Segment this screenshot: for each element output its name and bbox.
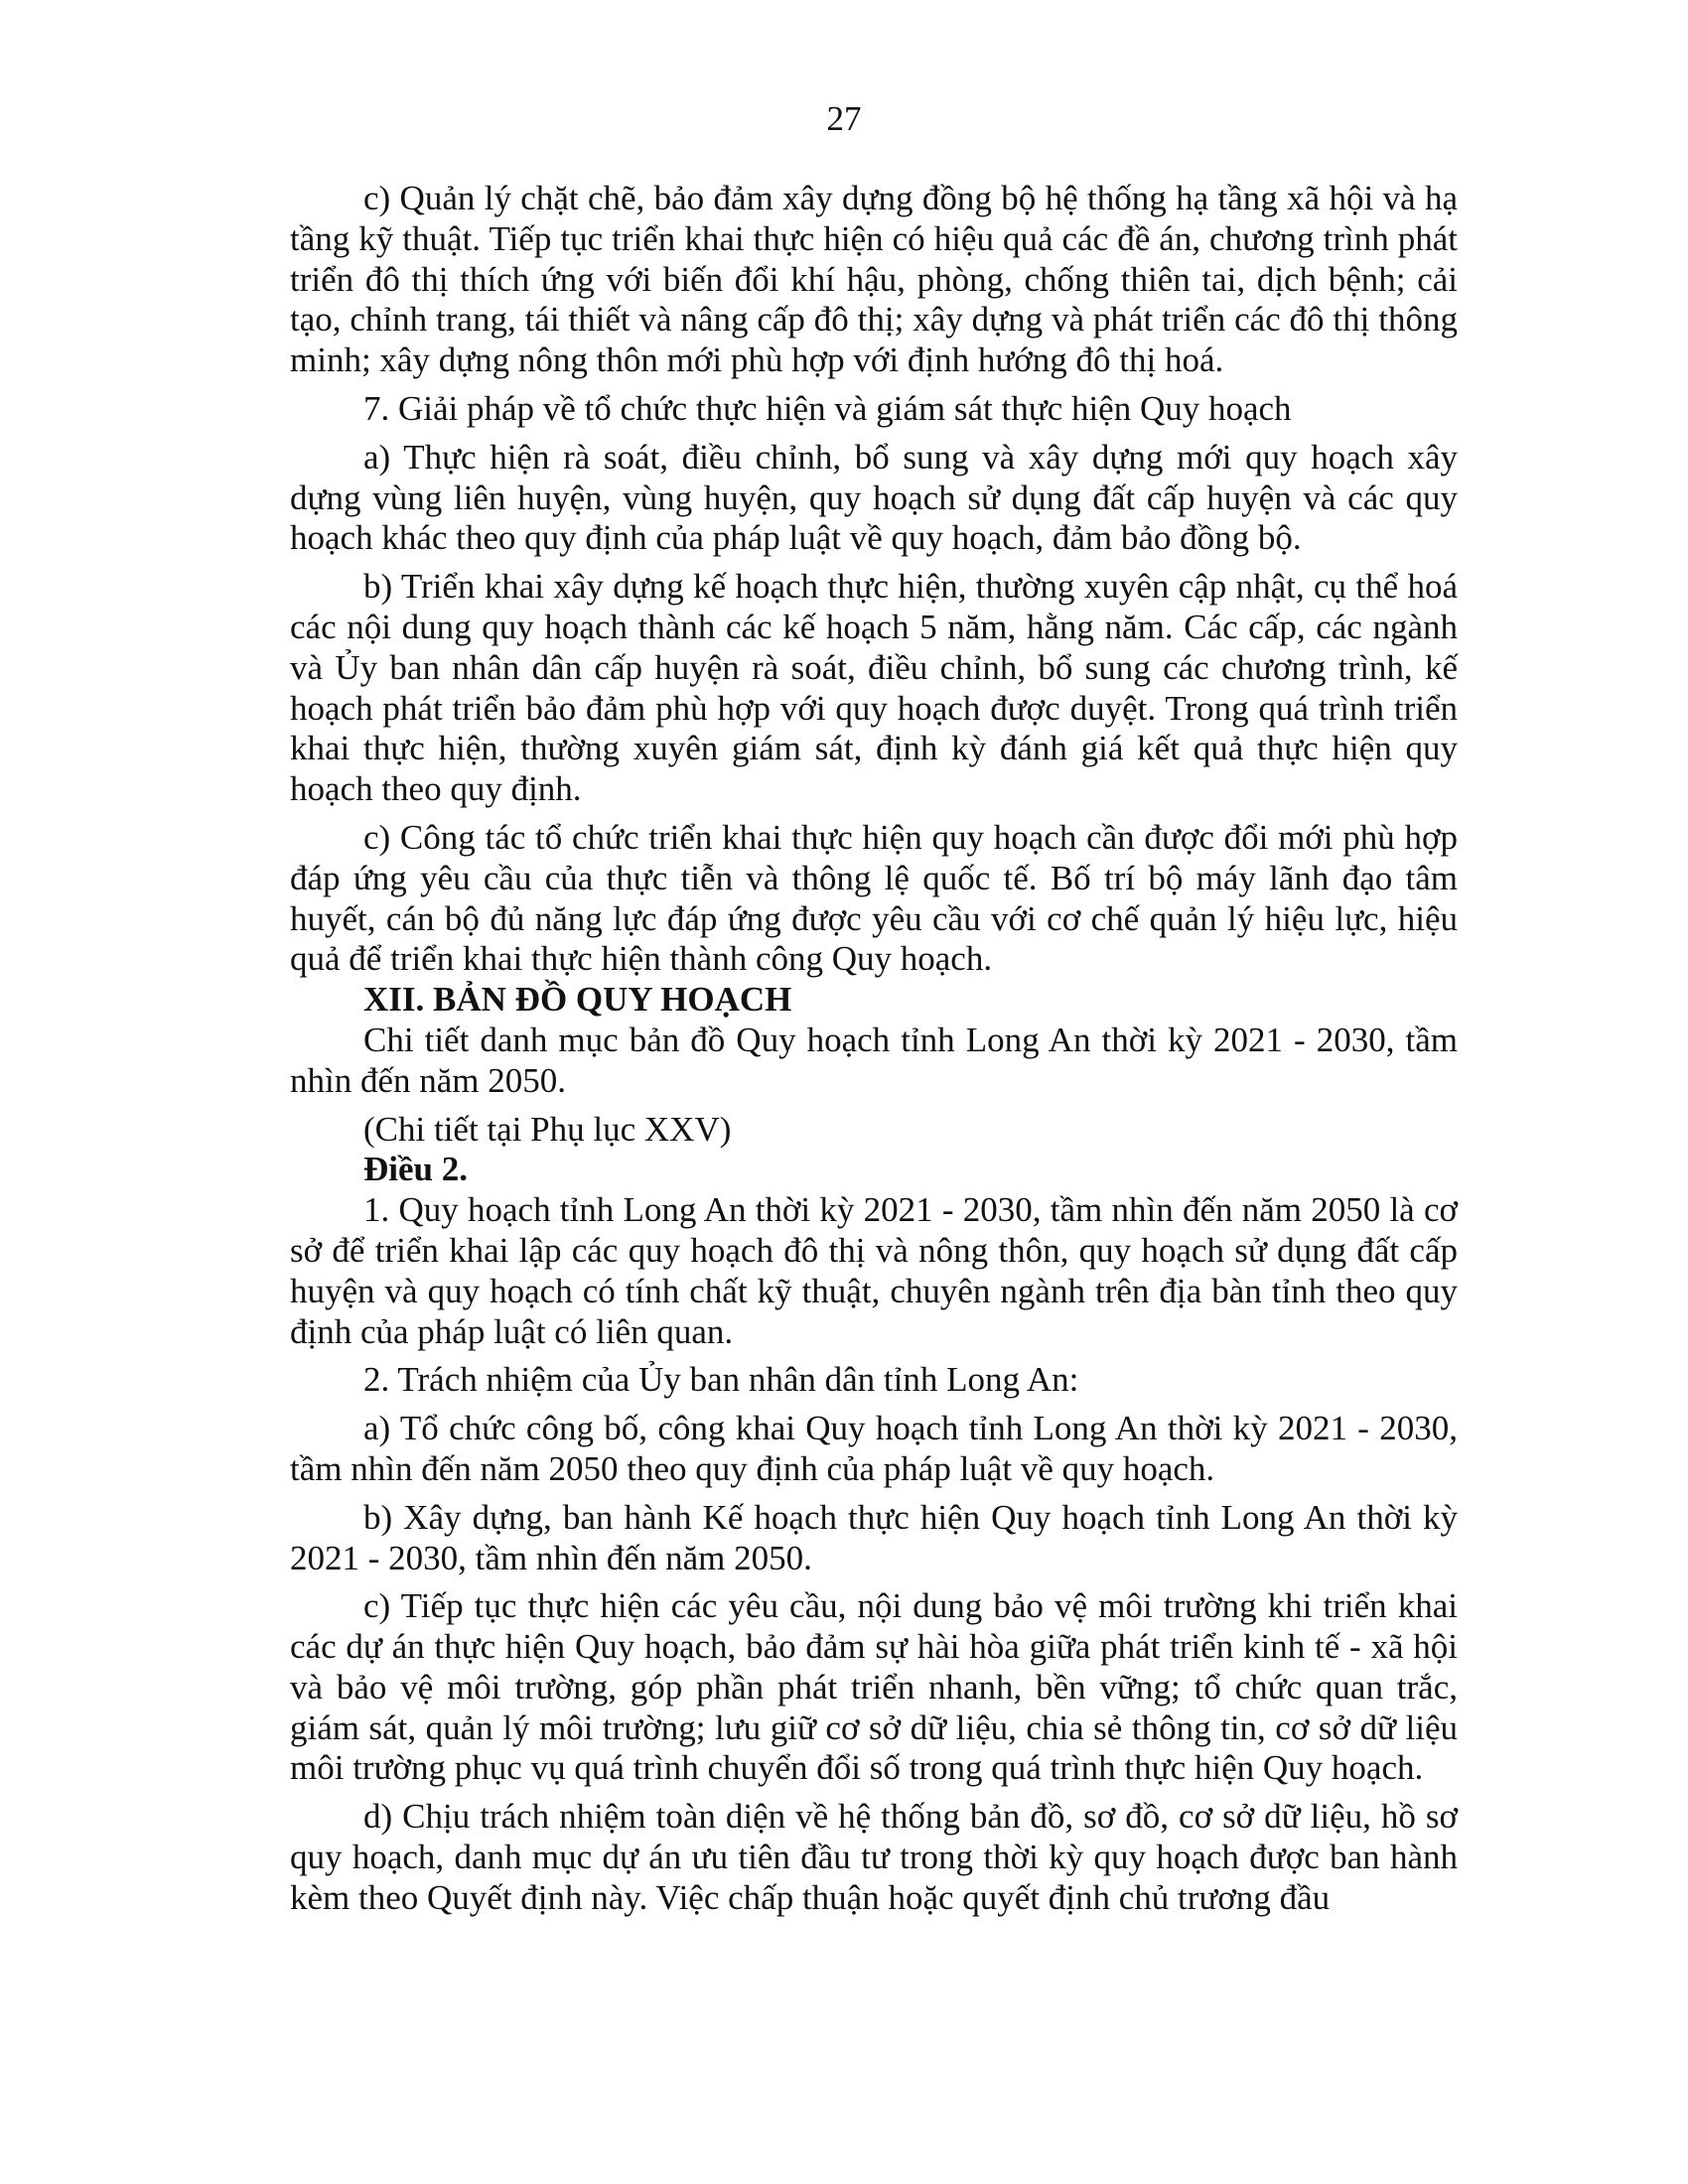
document-body: [290, 179, 1458, 1919]
paragraph-appendix-ref: (Chi tiết tại Phụ lục XXV): [363, 1109, 732, 1149]
article-2-heading: Điều 2.: [363, 1150, 468, 1189]
paragraph-article-2-2a: a) Tổ chức công bố, công khai Quy hoạch tỉnh Long An thời kỳ 2021 - 2030, tầm nhìn đến năm 2050 theo quy định của pháp luật về quy hoạch.: [290, 1409, 1458, 1488]
paragraph-solution-7: 7. Giải pháp về tổ chức thực hiện và giám sát thực hiện Quy hoạch: [363, 388, 1292, 428]
paragraph-article-2-2: 2. Trách nhiệm của Ủy ban nhân dân tỉnh Long An:: [363, 1360, 1079, 1400]
paragraph-article-2-2d: d) Chịu trách nhiệm toàn diện về hệ thống bản đồ, sơ đồ, cơ sở dữ liệu, hồ sơ quy hoạch, danh mục dự án ưu tiên đầu tư trong thời kỳ quy hoạch được ban hành kèm theo Quyết định này. Việc chấp thuận hoặc quyết định chủ trương đầu: [290, 1797, 1458, 1917]
paragraph-solution-7b: b) Triển khai xây dựng kế hoạch thực hiện, thường xuyên cập nhật, cụ thể hoá các nội dung quy hoạch thành các kế hoạch 5 năm, hằng năm. Các cấp, các ngành và Ủy ban nhân dân cấp huyện rà soát, điều chỉnh, bổ sung các chương trình, kế hoạch phát triển bảo đảm phù hợp với quy hoạch được duyệt. Trong quá trình triển khai thực hiện, thường xuyên giám sát, định kỳ đánh giá kết quả thực hiện quy hoạch theo quy định.: [290, 567, 1458, 809]
paragraph-map-list: Chi tiết danh mục bản đồ Quy hoạch tỉnh Long An thời kỳ 2021 - 2030, tầm nhìn đến năm 2050.: [290, 1020, 1458, 1100]
paragraph-article-2-1: 1. Quy hoạch tỉnh Long An thời kỳ 2021 - 2030, tầm nhìn đến năm 2050 là cơ sở để triển khai lập các quy hoạch đô thị và nông thôn, quy hoạch sử dụng đất cấp huyện và quy hoạch có tính chất kỹ thuật, chuyên ngành trên địa bàn tỉnh theo quy định của pháp luật có liên quan.: [290, 1190, 1458, 1351]
paragraph-article-2-2b: b) Xây dựng, ban hành Kế hoạch thực hiện Quy hoạch tỉnh Long An thời kỳ 2021 - 2030, tầm nhìn đến năm 2050.: [290, 1497, 1458, 1577]
paragraph-article-2-2c: c) Tiếp tục thực hiện các yêu cầu, nội dung bảo vệ môi trường khi triển khai các dự án thực hiện Quy hoạch, bảo đảm sự hài hòa giữa phát triển kinh tế - xã hội và bảo vệ môi trường, góp phần phát triển nhanh, bền vững; tổ chức quan trắc, giám sát, quản lý môi trường; lưu giữ cơ sở dữ liệu, chia sẻ thông tin, cơ sở dữ liệu môi trường phục vụ quá trình chuyển đổi số trong quá trình thực hiện Quy hoạch.: [290, 1586, 1458, 1788]
paragraph-urban-management: c) Quản lý chặt chẽ, bảo đảm xây dựng đồng bộ hệ thống hạ tầng xã hội và hạ tầng kỹ thuật. Tiếp tục triển khai thực hiện có hiệu quả các đề án, chương trình phát triển đô thị thích ứng với biến đổi khí hậu, phòng, chống thiên tai, dịch bệnh; cải tạo, chỉnh trang, tái thiết và nâng cấp đô thị; xây dựng và phát triển các đô thị thông minh; xây dựng nông thôn mới phù hợp với định hướng đô thị hoá.: [290, 179, 1458, 380]
paragraph-solution-7c: c) Công tác tổ chức triển khai thực hiện quy hoạch cần được đổi mới phù hợp đáp ứng yêu cầu của thực tiễn và thông lệ quốc tế. Bố trí bộ máy lãnh đạo tâm huyết, cán bộ đủ năng lực đáp ứng được yêu cầu với cơ chế quản lý hiệu lực, hiệu quả để triển khai thực hiện thành công Quy hoạch.: [290, 817, 1458, 979]
section-heading-xii: XII. BẢN ĐỒ QUY HOẠCH: [363, 980, 792, 1020]
page-number: 27: [826, 99, 862, 138]
paragraph-solution-7a: a) Thực hiện rà soát, điều chỉnh, bổ sung và xây dựng mới quy hoạch xây dựng vùng liên huyện, vùng huyện, quy hoạch sử dụng đất cấp huyện và các quy hoạch khác theo quy định của pháp luật về quy hoạch, đảm bảo đồng bộ.: [290, 437, 1458, 558]
